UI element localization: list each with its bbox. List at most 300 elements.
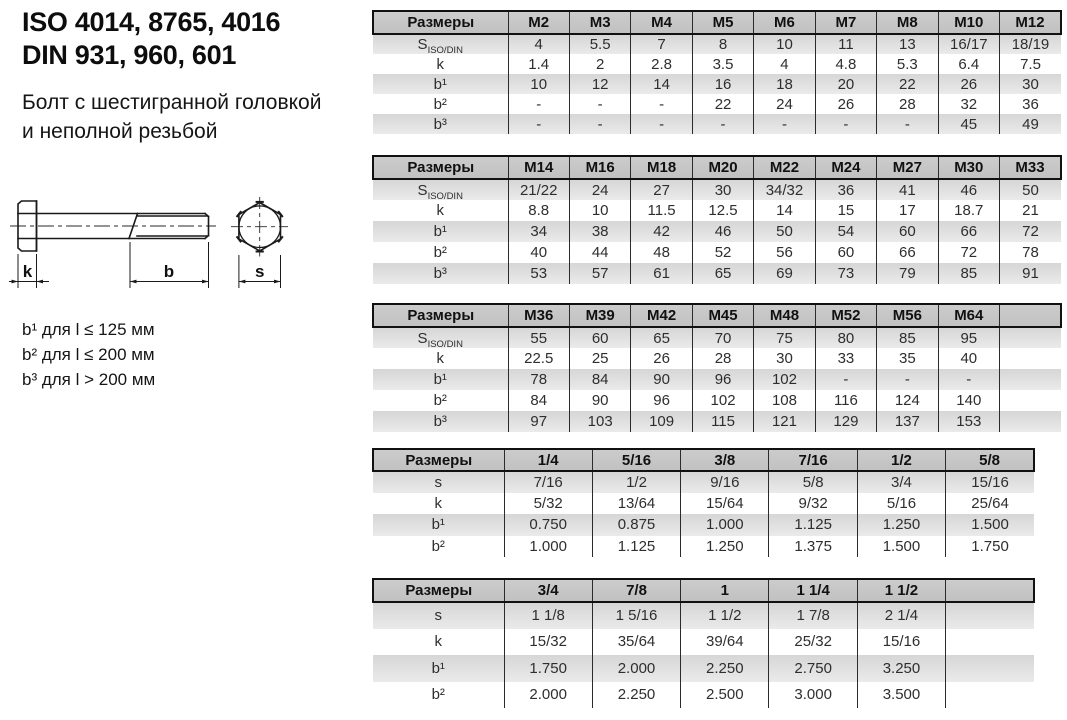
column-header: M12 <box>1000 11 1062 34</box>
value-cell: 1.750 <box>504 655 592 682</box>
value-cell <box>946 629 1034 656</box>
value-cell: 13/64 <box>592 493 680 515</box>
dimensions-table <box>372 155 1062 284</box>
value-cell: 1.125 <box>769 514 857 536</box>
value-cell: 34 <box>508 221 569 242</box>
value-cell: 21 <box>1000 200 1062 221</box>
value-cell <box>1000 327 1062 348</box>
value-cell: 7/16 <box>504 471 592 493</box>
value-cell: 78 <box>508 369 569 390</box>
value-cell: 11.5 <box>631 200 692 221</box>
value-cell: 6.4 <box>938 54 999 74</box>
value-cell: 36 <box>815 179 876 200</box>
value-cell: 1.000 <box>504 536 592 558</box>
column-header: M33 <box>1000 156 1062 179</box>
value-cell: 1/2 <box>592 471 680 493</box>
value-cell: 35/64 <box>592 629 680 656</box>
table-row <box>373 200 1061 221</box>
value-cell <box>1000 390 1062 411</box>
value-cell: 96 <box>692 369 753 390</box>
value-cell: 21/22 <box>508 179 569 200</box>
value-cell: 8 <box>692 34 753 54</box>
value-cell: 8.8 <box>508 200 569 221</box>
value-cell: - <box>631 94 692 114</box>
value-cell: - <box>754 114 815 134</box>
value-cell: 2 <box>569 54 630 74</box>
table-metric-m14-m33 <box>372 155 1062 284</box>
column-header <box>946 579 1034 602</box>
value-cell: 9/16 <box>681 471 769 493</box>
value-cell: - <box>508 114 569 134</box>
table-row <box>373 242 1061 263</box>
value-cell: 2.000 <box>592 655 680 682</box>
table-row <box>373 682 1034 709</box>
column-header: M27 <box>877 156 938 179</box>
column-header: M45 <box>692 304 753 327</box>
value-cell: 73 <box>815 263 876 284</box>
value-cell: 85 <box>938 263 999 284</box>
column-header: 5/16 <box>592 449 680 471</box>
row-label: b¹ <box>373 514 504 536</box>
value-cell: 14 <box>754 200 815 221</box>
title-line-iso: ISO 4014, 8765, 4016 <box>22 7 281 37</box>
value-cell: 121 <box>754 411 815 432</box>
value-cell: 15/64 <box>681 493 769 515</box>
header-row <box>373 156 1061 179</box>
column-header: M10 <box>938 11 999 34</box>
footnote-b1: b¹ для l ≤ 125 мм <box>22 320 155 339</box>
value-cell: 55 <box>508 327 569 348</box>
value-cell: 129 <box>815 411 876 432</box>
column-header: M7 <box>815 11 876 34</box>
column-header: M4 <box>631 11 692 34</box>
value-cell: 95 <box>938 327 999 348</box>
value-cell: - <box>569 94 630 114</box>
value-cell: 40 <box>938 348 999 369</box>
value-cell: 97 <box>508 411 569 432</box>
table-inch-three-quarter-to-one-half <box>372 578 1035 708</box>
table-row <box>373 514 1034 536</box>
value-cell: 38 <box>569 221 630 242</box>
subtitle-line-1: Болт с шестигранной головкой <box>22 91 322 114</box>
value-cell: 1.125 <box>592 536 680 558</box>
table-metric-m36-m64 <box>372 303 1062 432</box>
column-header: M36 <box>508 304 569 327</box>
column-header: 1 1/4 <box>769 579 857 602</box>
column-header: 3/8 <box>681 449 769 471</box>
value-cell: 1.750 <box>946 536 1034 558</box>
value-cell: 65 <box>631 327 692 348</box>
dimension-k-label: k <box>22 262 33 281</box>
column-header: M5 <box>692 11 753 34</box>
value-cell: 27 <box>631 179 692 200</box>
value-cell: - <box>877 114 938 134</box>
column-header: 7/16 <box>769 449 857 471</box>
value-cell: 15/16 <box>857 629 945 656</box>
column-header: 1/2 <box>857 449 945 471</box>
value-cell: 85 <box>877 327 938 348</box>
value-cell: 90 <box>569 390 630 411</box>
value-cell: 10 <box>508 74 569 94</box>
header-row <box>373 11 1061 34</box>
page-subtitle <box>22 88 321 146</box>
value-cell: 20 <box>815 74 876 94</box>
value-cell: - <box>815 369 876 390</box>
footnote-b2: b² для l ≤ 200 мм <box>22 345 155 364</box>
row-label: b¹ <box>373 221 508 242</box>
value-cell: 48 <box>631 242 692 263</box>
value-cell <box>1000 411 1062 432</box>
value-cell: - <box>508 94 569 114</box>
value-cell: 72 <box>1000 221 1062 242</box>
value-cell <box>946 655 1034 682</box>
value-cell: 108 <box>754 390 815 411</box>
value-cell: 12 <box>569 74 630 94</box>
value-cell: 26 <box>938 74 999 94</box>
value-cell: 102 <box>754 369 815 390</box>
value-cell: 56 <box>754 242 815 263</box>
value-cell: 13 <box>877 34 938 54</box>
column-header: 1 <box>681 579 769 602</box>
row-label: b² <box>433 95 447 113</box>
row-label: $S_{ISO/DIN}$ <box>373 34 508 54</box>
value-cell: 39/64 <box>681 629 769 656</box>
row-label: b³ <box>373 114 508 134</box>
value-cell: 1.500 <box>946 514 1034 536</box>
column-header: M8 <box>877 11 938 34</box>
table-metric-m2-m12 <box>372 10 1062 134</box>
column-header: M48 <box>754 304 815 327</box>
column-header: M3 <box>569 11 630 34</box>
value-cell: 25/64 <box>946 493 1034 515</box>
table-row <box>373 263 1061 284</box>
column-header: M42 <box>631 304 692 327</box>
value-cell: 2 1/4 <box>857 602 945 629</box>
table-inch-quarter-to-five-eighths <box>372 448 1035 557</box>
value-cell <box>1000 369 1062 390</box>
value-cell: 84 <box>569 369 630 390</box>
value-cell: 36 <box>1000 94 1062 114</box>
value-cell: 44 <box>569 242 630 263</box>
column-header: M24 <box>815 156 876 179</box>
value-cell: 124 <box>877 390 938 411</box>
table-row <box>373 179 1061 200</box>
value-cell: 18 <box>754 74 815 94</box>
subtitle-line-2: и неполной резьбой <box>22 120 218 143</box>
value-cell: 26 <box>631 348 692 369</box>
row-label: b² <box>431 686 445 704</box>
value-cell: 80 <box>815 327 876 348</box>
table-row <box>373 348 1061 369</box>
row-label: b³ <box>373 263 508 284</box>
value-cell: 10 <box>754 34 815 54</box>
dimension-b-label: b <box>163 262 175 281</box>
value-cell: 1 7/8 <box>769 602 857 629</box>
value-cell: 33 <box>815 348 876 369</box>
value-cell <box>1000 348 1062 369</box>
value-cell: 103 <box>569 411 630 432</box>
value-cell: 1 1/8 <box>504 602 592 629</box>
row-label: b² <box>431 537 445 555</box>
value-cell: 4.8 <box>815 54 876 74</box>
value-cell: 1.000 <box>681 514 769 536</box>
title-line-din: DIN 931, 960, 601 <box>22 40 237 70</box>
value-cell: 153 <box>938 411 999 432</box>
dimension-lines <box>9 242 281 288</box>
value-cell: 5/16 <box>857 493 945 515</box>
column-header: 3/4 <box>504 579 592 602</box>
row-label: k <box>436 202 444 219</box>
table-row <box>373 54 1061 74</box>
header-row <box>373 449 1034 471</box>
value-cell: 75 <box>754 327 815 348</box>
value-cell: - <box>815 114 876 134</box>
column-header: M2 <box>508 11 569 34</box>
column-header: 1 1/2 <box>857 579 945 602</box>
table-row <box>373 411 1061 432</box>
value-cell: 41 <box>877 179 938 200</box>
value-cell: - <box>938 369 999 390</box>
value-cell: 53 <box>508 263 569 284</box>
value-cell: 66 <box>938 221 999 242</box>
row-label: b¹ <box>373 369 508 390</box>
value-cell: 26 <box>815 94 876 114</box>
table-row <box>373 493 1034 515</box>
value-cell: 16/17 <box>938 34 999 54</box>
value-cell: 11 <box>815 34 876 54</box>
value-cell: 91 <box>1000 263 1062 284</box>
value-cell <box>946 602 1034 629</box>
value-cell: 32 <box>938 94 999 114</box>
value-cell: - <box>569 114 630 134</box>
page-title <box>22 6 280 72</box>
value-cell: 4 <box>754 54 815 74</box>
row-label-header: Размеры <box>373 579 504 602</box>
value-cell: 7 <box>631 34 692 54</box>
value-cell: - <box>692 114 753 134</box>
value-cell: 2.8 <box>631 54 692 74</box>
value-cell: 109 <box>631 411 692 432</box>
value-cell: 18.7 <box>938 200 999 221</box>
row-label: k <box>436 55 444 73</box>
value-cell: 22.5 <box>508 348 569 369</box>
value-cell: 3.250 <box>857 655 945 682</box>
dimension-s-label: s <box>254 262 265 281</box>
dimensions-table <box>372 303 1062 432</box>
value-cell: 1.375 <box>769 536 857 558</box>
value-cell: 102 <box>692 390 753 411</box>
value-cell <box>946 682 1034 709</box>
table-row <box>373 629 1034 656</box>
value-cell: 3.500 <box>857 682 945 709</box>
value-cell: 30 <box>1000 74 1062 94</box>
footnotes <box>22 317 155 392</box>
value-cell: 5/8 <box>769 471 857 493</box>
row-label: b² <box>433 244 447 261</box>
dimensions-table <box>372 448 1035 557</box>
value-cell: 1.250 <box>857 514 945 536</box>
value-cell: 52 <box>692 242 753 263</box>
value-cell: 60 <box>877 221 938 242</box>
value-cell: 28 <box>877 94 938 114</box>
value-cell: 116 <box>815 390 876 411</box>
row-label: k <box>436 350 444 367</box>
value-cell: 15/16 <box>946 471 1034 493</box>
dimensions-table <box>372 10 1062 134</box>
value-cell: 57 <box>569 263 630 284</box>
value-cell: 3.000 <box>769 682 857 709</box>
table-row <box>373 114 1061 134</box>
row-label: b² <box>433 392 447 409</box>
column-header: M39 <box>569 304 630 327</box>
table-row <box>373 655 1034 682</box>
column-header: M18 <box>631 156 692 179</box>
table-row <box>373 34 1061 54</box>
value-cell: 35 <box>877 348 938 369</box>
value-cell: 1 1/2 <box>681 602 769 629</box>
footnote-b3: b³ для l > 200 мм <box>22 370 156 389</box>
value-cell: 5.5 <box>569 34 630 54</box>
table-row <box>373 536 1034 558</box>
value-cell: 14 <box>631 74 692 94</box>
table-row <box>373 221 1061 242</box>
table-row <box>373 74 1061 94</box>
row-label: b¹ <box>373 655 504 682</box>
value-cell: 34/32 <box>754 179 815 200</box>
header-row <box>373 579 1034 602</box>
column-header: M16 <box>569 156 630 179</box>
value-cell: 28 <box>692 348 753 369</box>
value-cell: 5.3 <box>877 54 938 74</box>
value-cell: - <box>877 369 938 390</box>
value-cell: 45 <box>938 114 999 134</box>
table-row <box>373 94 1061 114</box>
column-header: M20 <box>692 156 753 179</box>
value-cell: 25 <box>569 348 630 369</box>
value-cell: 1.4 <box>508 54 569 74</box>
row-label-header: Размеры <box>373 156 508 179</box>
row-label-header: Размеры <box>373 304 508 327</box>
column-header <box>1000 304 1062 327</box>
row-label: $S_{ISO/DIN}$ <box>373 327 508 348</box>
value-cell: 22 <box>692 94 753 114</box>
row-label: b³ <box>373 411 508 432</box>
value-cell: 16 <box>692 74 753 94</box>
column-header: M30 <box>938 156 999 179</box>
column-header: M56 <box>877 304 938 327</box>
value-cell: 30 <box>754 348 815 369</box>
column-header: M22 <box>754 156 815 179</box>
value-cell: 140 <box>938 390 999 411</box>
value-cell: 3.5 <box>692 54 753 74</box>
value-cell: 9/32 <box>769 493 857 515</box>
row-label-header: Размеры <box>373 449 504 471</box>
value-cell: 15/32 <box>504 629 592 656</box>
value-cell: 24 <box>754 94 815 114</box>
value-cell: 12.5 <box>692 200 753 221</box>
value-cell: 0.750 <box>504 514 592 536</box>
row-label: k <box>434 494 442 512</box>
value-cell: 70 <box>692 327 753 348</box>
value-cell: 1 5/16 <box>592 602 680 629</box>
value-cell: 115 <box>692 411 753 432</box>
value-cell: 66 <box>877 242 938 263</box>
table-row <box>373 602 1034 629</box>
value-cell: 49 <box>1000 114 1062 134</box>
value-cell: 40 <box>508 242 569 263</box>
value-cell: 50 <box>1000 179 1062 200</box>
value-cell: 2.250 <box>681 655 769 682</box>
value-cell: 61 <box>631 263 692 284</box>
value-cell: 79 <box>877 263 938 284</box>
value-cell: 17 <box>877 200 938 221</box>
column-header: M6 <box>754 11 815 34</box>
value-cell: 24 <box>569 179 630 200</box>
value-cell: 72 <box>938 242 999 263</box>
value-cell: 10 <box>569 200 630 221</box>
value-cell: 3/4 <box>857 471 945 493</box>
value-cell: 1.250 <box>681 536 769 558</box>
value-cell: 18/19 <box>1000 34 1062 54</box>
table-row <box>373 471 1034 493</box>
value-cell: 65 <box>692 263 753 284</box>
column-header: 7/8 <box>592 579 680 602</box>
value-cell: 5/32 <box>504 493 592 515</box>
value-cell: 0.875 <box>592 514 680 536</box>
value-cell: 54 <box>815 221 876 242</box>
column-header: M52 <box>815 304 876 327</box>
value-cell: 60 <box>815 242 876 263</box>
value-cell: 46 <box>938 179 999 200</box>
value-cell: 96 <box>631 390 692 411</box>
value-cell: 46 <box>692 221 753 242</box>
value-cell: 50 <box>754 221 815 242</box>
table-row <box>373 369 1061 390</box>
value-cell: 2.750 <box>769 655 857 682</box>
value-cell: 22 <box>877 74 938 94</box>
row-label: k <box>434 633 442 651</box>
row-label-header: Размеры <box>373 11 508 34</box>
value-cell: 42 <box>631 221 692 242</box>
row-label: $S_{ISO/DIN}$ <box>373 179 508 200</box>
column-header: M64 <box>938 304 999 327</box>
centerlines <box>10 197 288 257</box>
value-cell: 90 <box>631 369 692 390</box>
column-header: M14 <box>508 156 569 179</box>
table-row <box>373 327 1061 348</box>
value-cell: 25/32 <box>769 629 857 656</box>
row-label: b¹ <box>373 74 508 94</box>
value-cell: 15 <box>815 200 876 221</box>
value-cell: 4 <box>508 34 569 54</box>
table-row <box>373 390 1061 411</box>
column-header: 1/4 <box>504 449 592 471</box>
value-cell: 2.000 <box>504 682 592 709</box>
value-cell: 1.500 <box>857 536 945 558</box>
row-label: s <box>373 471 504 493</box>
header-row <box>373 304 1061 327</box>
value-cell: 78 <box>1000 242 1062 263</box>
value-cell: 2.250 <box>592 682 680 709</box>
value-cell: 60 <box>569 327 630 348</box>
value-cell: 69 <box>754 263 815 284</box>
value-cell: 30 <box>692 179 753 200</box>
row-label: s <box>373 602 504 629</box>
value-cell: 137 <box>877 411 938 432</box>
value-cell: 7.5 <box>1000 54 1062 74</box>
value-cell: 2.500 <box>681 682 769 709</box>
value-cell: - <box>631 114 692 134</box>
